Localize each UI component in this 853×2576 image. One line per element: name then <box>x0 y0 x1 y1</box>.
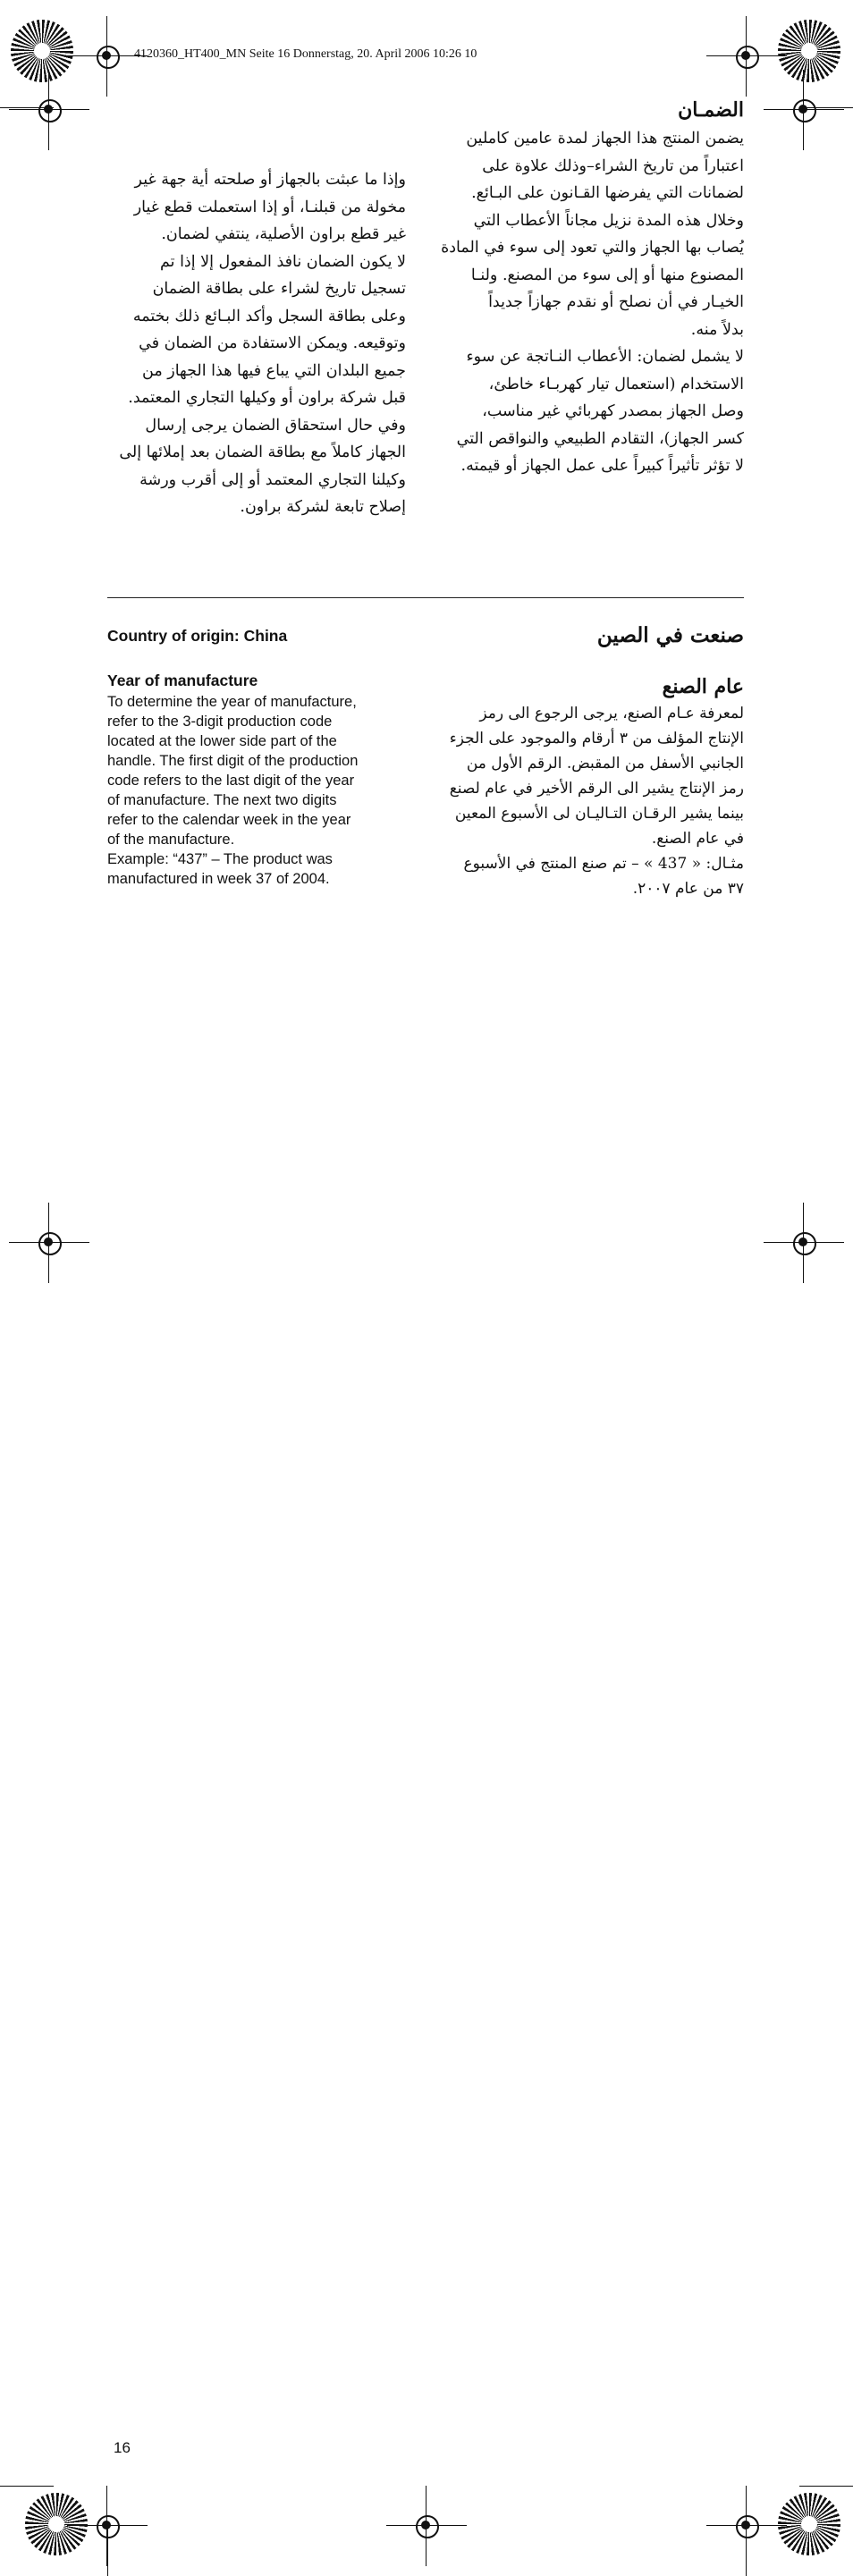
warranty-column-left <box>102 166 406 521</box>
text-line: اعتباراً من تاريخ الشراء–وذلك علاوة على <box>482 156 744 175</box>
text-line: مخولة من قبلنـا، أو إذا استعملت قطع غيار <box>133 198 406 216</box>
text-line: لا يكون الضمان نافذ المفعول إلا إذا تم <box>159 252 406 271</box>
text-line: Example: “437” – The product was <box>107 851 333 867</box>
warranty-heading: الضمـان <box>678 98 744 122</box>
trim-line-left-bottom <box>107 2521 108 2576</box>
text-line: وخلال هذه المدة نزيل مجاناً الأعطاب التي <box>473 211 744 230</box>
trim-line-top <box>0 107 54 108</box>
trim-line-top-right <box>799 107 853 108</box>
text-line: manufactured in week 37 of 2004. <box>107 871 330 887</box>
text-line: لمعرفة عـام الصنع، يرجى الرجوع الى رمز <box>479 705 744 722</box>
text-line: مثـال: « 437 » – تم صنع المنتج في الأسبوع <box>463 855 744 873</box>
crosshair-mark-middle-left <box>9 1203 89 1283</box>
text-line: يضمن المنتج هذا الجهاز لمدة عامين كاملين <box>466 130 744 148</box>
text-line: located at the lower side part of the <box>107 733 337 749</box>
text-line: وفي حال استحقاق الضمان يرجى إرسال <box>145 416 406 435</box>
text-line: لضمانات التي يفرضها القـانون على البـائع. <box>471 184 744 202</box>
text-line: تسجيل تاريخ لشراء على بطاقة الضمان <box>152 280 406 298</box>
text-line: إصلاح تابعة لشركة براون. <box>240 498 406 516</box>
crosshair-mark-middle-right <box>764 1203 844 1283</box>
crosshair-mark-top-left-lower <box>9 70 89 150</box>
text-line: رمز الإنتاج يشير الى الرقم الأخير في عام لصنع <box>449 780 744 798</box>
crosshair-mark-bottom-right <box>706 2486 787 2566</box>
text-line: To determine the year of manufacture, <box>107 694 357 710</box>
text-line: of the manufacture. <box>107 832 235 848</box>
text-line: يُصاب بها الجهاز والتي تعود إلى سوء في المادة <box>441 239 744 257</box>
text-line: غير قطع براون الأصلية، ينتفي لضمان. <box>161 225 406 243</box>
warranty-column-right <box>422 125 744 480</box>
page-number: 16 <box>114 2439 131 2456</box>
text-line: الجانبي الأسفل من المقبض. الرقم الأول من <box>466 755 744 773</box>
trim-line-bottom-right <box>799 2486 853 2487</box>
year-of-manufacture-arabic-heading: عام الصنع <box>662 675 744 698</box>
text-line: المصنوع منها أو إلى سوء من المصنع. ولنـا <box>470 266 744 284</box>
text-line: الاستخدام (استعمال تيار كهربـاء خاطئ، <box>488 375 744 393</box>
country-of-origin-arabic: صنعت في الصين <box>596 623 744 647</box>
text-line: وتوقيعه. ويمكن الاستفادة من الضمان في <box>139 334 406 352</box>
crosshair-mark-top-right-lower <box>764 70 844 150</box>
year-of-manufacture-english-text <box>107 692 416 889</box>
text-line: refer to the calendar week in the year <box>107 812 351 828</box>
text-line: handle. The first digit of the production <box>107 753 359 769</box>
text-line: الخيـار في أن نصلح أو نقدم جهازاً جديداً <box>488 293 744 311</box>
text-line: بدلاً منه. <box>690 320 744 339</box>
year-of-manufacture-arabic-text <box>422 701 744 901</box>
text-line: وإذا ما عبثت بالجهاز أو صلحته أية جهة غير <box>134 171 406 189</box>
text-line: الإنتاج المؤلف من ٣ أرقام والموجود على الجزء <box>449 730 744 747</box>
text-line: وعلى بطاقة السجل وأكد البـائع ذلك بختمه <box>132 307 406 325</box>
text-line: في عام الصنع. <box>651 830 744 848</box>
text-line: جميع البلدان التي يباع فيها هذا الجهاز من <box>142 361 406 380</box>
print-slug: 4120360_HT400_MN Seite 16 Donnerstag, 20. April 2006 10:26 10 <box>134 47 477 61</box>
crosshair-mark-bottom-center <box>386 2486 467 2566</box>
section-divider <box>107 597 744 598</box>
trim-line-right-bottom <box>746 2521 747 2576</box>
text-line: قبل شركة براون أو وكيلها التجاري المعتمد. <box>128 389 406 407</box>
registration-disc-bottom-right <box>778 2493 840 2555</box>
text-line: كسر الجهاز)، التقادم الطبيعي والنواقص التي <box>456 429 744 448</box>
text-line: of manufacture. The next two digits <box>107 792 337 808</box>
trim-line-bottom <box>0 2486 54 2487</box>
text-line: الجهاز كاملاً مع بطاقة الضمان بعد إملائها إلى <box>119 443 406 461</box>
country-of-origin-english: Country of origin: China <box>107 627 288 645</box>
text-line: code refers to the last digit of the year <box>107 773 355 789</box>
text-line: refer to the 3-digit production code <box>107 714 333 730</box>
text-line: وكيلنا التجاري المعتمد أو إلى أقرب ورشة <box>139 470 406 489</box>
text-line: بينما يشير الرقـان التـاليـان لى الأسبوع المعين <box>454 805 744 823</box>
text-line: لا يشمل لضمان: الأعطاب النـاتجة عن سوء <box>466 348 744 366</box>
text-line: لا تؤثر تأثيراً كبيراً على عمل الجهاز أو قيمته. <box>460 457 744 475</box>
text-line: وصل الجهاز بمصدر كهربائي غير مناسب، <box>482 402 744 420</box>
text-line: ٣٧ من عام ٢٠٠٧. <box>632 880 744 898</box>
year-of-manufacture-heading: Year of manufacture <box>107 671 258 689</box>
